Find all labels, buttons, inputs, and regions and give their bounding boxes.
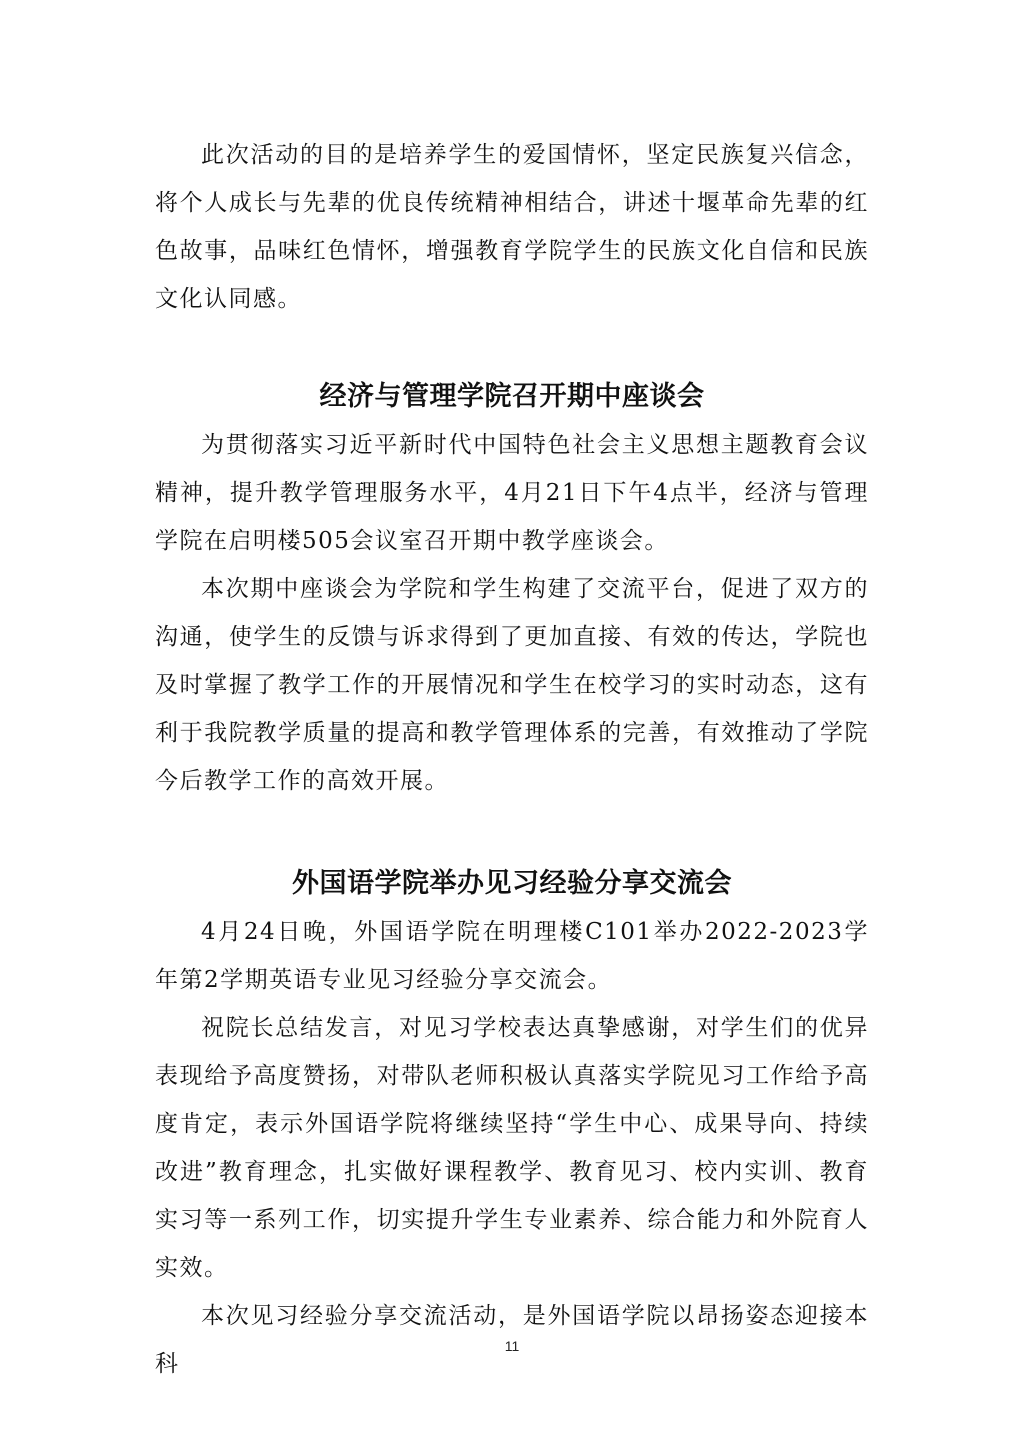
intro-paragraph: 此次活动的目的是培养学生的爱国情怀，坚定民族复兴信念，将个人成长与先辈的优良传统精神相结合，讲述十堰革命先辈的红色故事，品味红色情怀，增强教育学院学生的民族文化自信和民族文化认同感。	[155, 142, 869, 312]
section-title-foreign-languages: 外国语学院举办见习经验分享交流会	[292, 868, 732, 899]
section2-paragraph-2: 祝院长总结发言，对见习学校表达真挚感谢，对学生们的优异表现给予高度赞扬，对带队老师积极认真落实学院见习工作给予高度肯定，表示外国语学院将继续坚持“学生中心、成果导向、持续改进”教育理念，扎实做好课程教学、教育见习、校内实训、教育实习等一系列工作，切实提升学生专业素养、综合能力和外院育人实效。	[155, 1015, 869, 1281]
section2-paragraph-1: 4月24日晚，外国语学院在明理楼C101举办2022-2023学年第2学期英语专业见习经验分享交流会。	[155, 919, 869, 993]
page-number: 11	[504, 1338, 520, 1354]
section-title-economics: 经济与管理学院召开期中座谈会	[319, 381, 705, 412]
section1-paragraph-2: 本次期中座谈会为学院和学生构建了交流平台，促进了双方的沟通，使学生的反馈与诉求得到了更加直接、有效的传达，学院也及时掌握了教学工作的开展情况和学生在校学习的实时动态，这有利于我院教学质量的提高和教学管理体系的完善，有效推动了学院今后教学工作的高效开展。	[155, 576, 869, 794]
section2-paragraph-3: 本次见习经验分享交流活动，是外国语学院以昂扬姿态迎接本科	[155, 1303, 869, 1377]
page-content	[155, 131, 869, 1388]
section1-paragraph-1: 为贯彻落实习近平新时代中国特色社会主义思想主题教育会议精神，提升教学管理服务水平，4月21日下午4点半，经济与管理学院在启明楼505会议室召开期中教学座谈会。	[155, 432, 869, 554]
